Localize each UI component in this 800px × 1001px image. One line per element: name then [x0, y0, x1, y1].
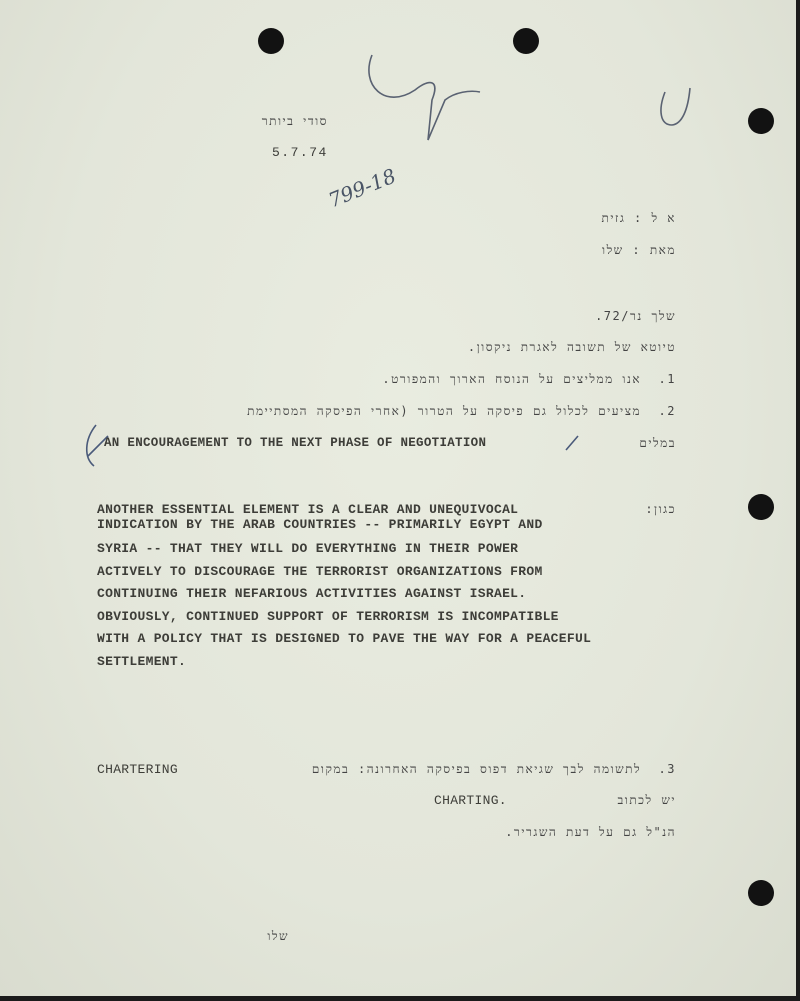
insert-line: WITH A POLICY THAT IS DESIGNED TO PAVE THE WAY FOR A PEACEFUL	[97, 631, 592, 646]
item-3-correct-word: CHARTING.	[434, 793, 507, 808]
item-2: 2. מציעים לכלול גם פיסקה על הטרור (אחרי הפיסקה המסתיימת	[247, 404, 676, 418]
from-line: מאת : שלו	[602, 243, 676, 257]
insert-line: OBVIOUSLY, CONTINUED SUPPORT OF TERRORISM IS INCOMPATIBLE	[97, 609, 559, 624]
insert-line: ACTIVELY TO DISCOURAGE THE TERRORIST ORGANIZATIONS FROM	[97, 564, 543, 579]
item-2-quote: AN ENCOURAGEMENT TO THE NEXT PHASE OF NEGOTIATION	[104, 436, 487, 450]
bracket-right-icon	[566, 436, 578, 450]
item-3-note: הנ"ל גם על דעת השגריר.	[505, 825, 676, 839]
insert-line: INDICATION BY THE ARAB COUNTRIES -- PRIMARILY EGYPT AND	[97, 517, 543, 532]
initial-mark-icon	[661, 88, 690, 125]
item-2-words-label: במלים	[639, 436, 676, 450]
subject-line: טיוטא של תשובה לאגרת ניקסון.	[467, 340, 676, 354]
document-date: 5.7.74	[272, 145, 328, 160]
signature: שלו	[267, 929, 289, 943]
item-3: 3. לתשומה לבך שגיאת דפוס בפיסקה האחרונה: במקום	[311, 762, 676, 776]
insert-line: CONTINUING THEIR NEFARIOUS ACTIVITIES AGAINST ISRAEL.	[97, 586, 527, 601]
item-3-wrong-word: CHARTERING	[97, 762, 179, 777]
reference-line: שלך נר/72.	[595, 309, 676, 323]
to-line: א ל : גזית	[601, 211, 676, 225]
item-3-should-write: יש לכתוב	[617, 793, 676, 807]
classification-label: סודי ביותר	[261, 114, 328, 128]
insert-label: כגון:	[645, 502, 676, 516]
handwritten-file-number: 799-18	[325, 163, 400, 213]
check-mark-icon	[369, 55, 480, 140]
bracket-left-icon	[87, 425, 96, 466]
insert-line: SYRIA -- THAT THEY WILL DO EVERYTHING IN THEIR POWER	[97, 541, 519, 556]
item-1: 1. אנו ממליצים על הנוסח הארוך והמפורט.	[382, 372, 676, 386]
insert-line: ANOTHER ESSENTIAL ELEMENT IS A CLEAR AND UNEQUIVOCAL	[97, 502, 519, 517]
insert-line: SETTLEMENT.	[97, 654, 187, 669]
